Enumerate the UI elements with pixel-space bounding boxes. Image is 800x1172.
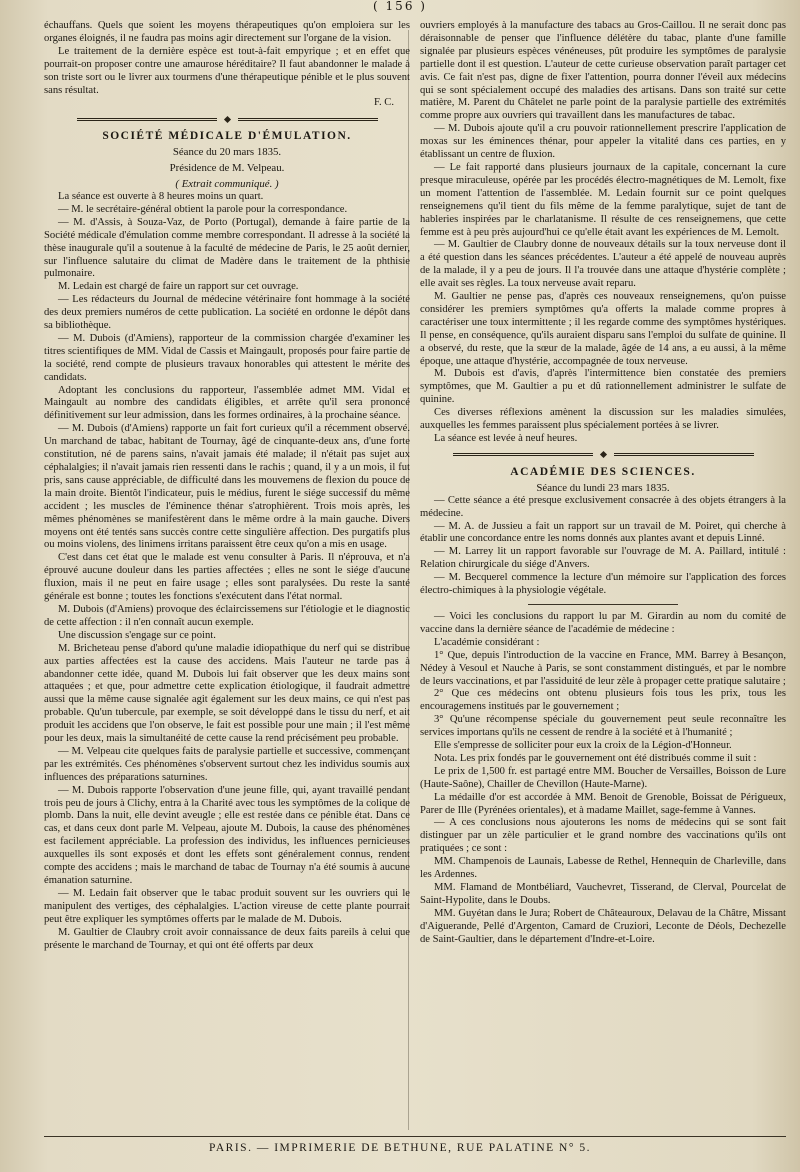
- minutes-paragraph: Ces diverses réflexions amènent la discussion sur les maladies simulées, auxquelles les femmes paraissent plus spécialement portées à se livrer.: [420, 407, 786, 432]
- minutes-paragraph: M. Dubois (d'Amiens) provoque des éclaircissemens sur l'étiologie et le diagnostic de cette affection : il n'en connaît aucun exemple.: [44, 603, 410, 628]
- vaccine-paragraph: MM. Champenois de Launais, Labesse de Rethel, Hennequin de Charleville, dans les Ardennes.: [420, 856, 786, 881]
- extract-note: ( Extrait communiqué. ): [175, 178, 279, 191]
- article-paragraph: échauffans. Quels que soient les moyens thérapeutiques qu'on emploiera sur les organes éloignés, il ne faudra pas moins agir directement sur l'organe de la vision.: [44, 20, 410, 44]
- vaccine-paragraph: L'académie considérant :: [434, 636, 540, 648]
- minutes-paragraph: — Le fait rapporté dans plusieurs journaux de la capitale, concernant la cure presque miraculeuse, opérée par les procédés électro-magnétiques de M. Lemolt, fixe un moment l'attention de l'assemblée. M. Ledain fournit sur ce point quelques renseignemens qu'il tient du fils même de la femme paralytique, sujet de tant de hableries inspirées par le charlatanisme. Il résulte de ces renseignemens, que cette femme est à peu près aujourd'hui ce qu'elle était avant les expériences de M. Lemolt.: [420, 161, 786, 238]
- short-rule: [528, 604, 678, 605]
- minutes-paragraph: — M. Dubois rapporte l'observation d'une jeune fille, qui, ayant travaillé pendant trois peu de jours à Clichy, entra à la Charité avec tous les symptômes de la colique de plomb. Dans la nuit, elle devint aveugle ; elle est restée dans ce pénible état. Dans ce cas, et dans ceux dont parle M. Velpeau, ajoute M. Dubois, la cause des phénomènes est facilement appréciable. La profession des individus, les influences pernicieuses auxquelles ils sont exposés et dont les effets sont généralement connus, rendent compte des accidens ; mais le marchand de tabac de Tournay n'a été soumis à aucune émanation saturnine.: [44, 784, 410, 886]
- left-column: [44, 20, 410, 1130]
- vaccine-paragraph: 3° Qu'une récompense spéciale du gouvernement peut seule reconnaître les services importans qu'ils ne cessent de rendre à la société et à l'humanité ;: [420, 714, 786, 739]
- section-divider: [44, 114, 410, 124]
- academy-paragraph: — M. Larrey lit un rapport favorable sur l'ouvrage de M. A. Paillard, intitulé : Relation chirurgicale du siége d'Anvers.: [420, 546, 786, 571]
- session-date: Séance du 20 mars 1835.: [172, 146, 282, 159]
- right-column: [420, 20, 786, 1130]
- minutes-paragraph: M. Ledain est chargé de faire un rapport sur cet ouvrage.: [58, 281, 299, 293]
- minutes-paragraph: Une discussion s'engage sur ce point.: [58, 629, 216, 641]
- minutes-paragraph: La séance est ouverte à 8 heures moins un quart.: [58, 190, 264, 202]
- vaccine-paragraph: MM. Guyétan dans le Jura; Robert de Châteauroux, Delavau de la Châtre, Missant d'Aiguerande, Pellé d'Argenton, Camard de Cruziori, Leconte de Déols, Dechezelle de Saint-Gaultier, dans le département d'Indre-et-Loire.: [420, 907, 786, 945]
- vaccine-paragraph: — Voici les conclusions du rapport lu par M. Girardin au nom du comité de vaccine dans la dernière séance de l'académie de médecine :: [420, 610, 786, 635]
- article-paragraph: Le traitement de la dernière espèce est tout-à-fait empyrique ; et en effet que pourrait-on proposer contre une amaurose héréditaire? Il faut abandonner le malade à son triste sort ou le livrer aux tourmens d'une thérapeutique pénible et le plus souvent sans résultat.: [44, 45, 410, 96]
- minutes-paragraph: — Les rédacteurs du Journal de médecine vétérinaire font hommage à la société des deux premiers numéros de cette publication. La société en ordonne le dépôt dans sa bibliothèque.: [44, 294, 410, 332]
- minutes-paragraph: M. Gaultier ne pense pas, d'après ces nouveaux renseignemens, qu'on puisse considérer les premiers symptômes qu'a offerts la malade comme propres à caractériser une toux intermittente ; il les regarde comme des symptômes hystériques. Il pense, en conséquence, qu'ils auraient disparu sans l'emploi du sulfate de quinine. Il a observé, du reste, que la sœur de la malade, âgée de 14 ans, a eu aussi, à la même époque, une attaque d'hystérie, accompagnée de toux nerveuse.: [420, 291, 786, 367]
- vaccine-paragraph: La médaille d'or est accordée à MM. Benoit de Grenoble, Boissat de Périgueux, Parer de Ille (Pyrénées orientales), et à madame Maillet, sage-femme à Vannes.: [420, 791, 786, 816]
- vaccine-paragraph: 1° Que, depuis l'introduction de la vaccine en France, MM. Barrey à Besançon, Nédey à Vesoul et Nauche à Paris, se sont constamment distingués, et par le nombre de leurs vaccinations, et par l'assiduité de leur zèle à propager cette pratique salutaire ;: [420, 649, 786, 687]
- minutes-paragraph: M. Dubois est d'avis, d'après l'intermittence bien constatée des premiers symptômes, que M. Gaultier a pu et dû rationnellement administrer le sulfate de quinine.: [420, 368, 786, 406]
- vaccine-paragraph: — A ces conclusions nous ajouterons les noms de médecins qui se sont fait distinguer par un zèle particulier et le grand nombre des vaccinations qu'ils ont pratiquées ; ce sont :: [420, 817, 786, 855]
- vaccine-paragraph: Le prix de 1,500 fr. est partagé entre MM. Boucher de Versailles, Boisson de Lure (Haute-Saône), Chailler de Chevillon (Haute-Marne).: [420, 765, 786, 790]
- vaccine-paragraph: 2° Que ces médecins ont obtenu plusieurs fois tous les prix, tous les encouragemens institués par le gouvernement ;: [420, 688, 786, 713]
- minutes-paragraph: M. Bricheteau pense d'abord qu'une maladie idiopathique du nerf qui se distribue aux parties affectées est la cause des accidens. Mais l'auteur ne tarde pas à abandonner cette idée, quand M. Dubois lui fait observer que les deux mains sont attaquées ; et que, pour admettre cette explication étiologique, il faudrait admettre aussi que la même cause signalée agit également sur les deux mains, ce qui n'est pas probable. Qu'un tubercule, par exemple, se soit développé dans le tissu du nerf, et ait produit les accidens que l'on observe, le fait est possible pour une main ; il l'est même pour les deux, mais la simultanéité de cette cause la rend précisément peu probable.: [44, 642, 410, 745]
- minutes-paragraph: — M. Ledain fait observer que le tabac produit souvent sur les ouvriers qui le manipulent des vertiges, des céphalalgies. L'action vireuse de cette plante pourrait peut être expliquer les symptômes offerts par le malade de M. Dubois.: [44, 887, 410, 925]
- page-number: ( 156 ): [373, 0, 427, 13]
- minutes-paragraph: Adoptant les conclusions du rapporteur, l'assemblée admet MM. Vidal et Maingault au nombre des candidats éligibles, et arrête qu'il sera prononcé définitivement sur leur admission, dans les formes ordinaires, à la prochaine séance.: [44, 384, 410, 422]
- session-date: Séance du lundi 23 mars 1835.: [536, 481, 670, 494]
- presidency-line: Présidence de M. Velpeau.: [169, 162, 285, 175]
- minutes-paragraph: — M. le secrétaire-général obtient la parole pour la correspondance.: [58, 203, 348, 215]
- author-signature: F. C.: [373, 97, 394, 109]
- printer-imprint: PARIS. — IMPRIMERIE DE BETHUNE, RUE PALATINE N° 5.: [209, 1142, 591, 1154]
- footer-rule: [44, 1136, 786, 1137]
- minutes-paragraph: La séance est levée à neuf heures.: [434, 433, 578, 444]
- minutes-paragraph: — M. Dubois (d'Amiens) rapporte un fait fort curieux qu'il a récemment observé. Un marchand de tabac, habitant de Tournay, âgé de cinquante-deux ans, d'une forte constitution, né de parens sains, n'avait jamais été malade; il n'était pas sujet aux céphalalgies; il n'avait jamais rien ressenti dans le rachis ; quand, il y a un mois, il fut pris, sans cause appréciable, de difficulté dans les mouvemens de flexion du pouce de la main droite. Bientôt l'indicateur, puis le médius, furent le siége successif du même accident ; les muscles de l'éminence thénar s'atrophièrent. Trois mois après, les mêmes phénomènes se manifestèrent dans le même ordre à la main gauche. Divers moyens ont été tentés sans succès contre cette singulière affection. Des purgatifs plus ou moins violens, des linimens irritans paraissent être ceux qu'on a mis en usage.: [44, 423, 410, 551]
- minutes-paragraph: — M. Dubois ajoute qu'il a cru pouvoir rationnellement prescrire l'application de moxas sur les éminences thénar, pour appeler la vitalité dans ces parties, en y établissant un centre de fluxion.: [420, 123, 786, 161]
- minutes-paragraph: — M. Velpeau cite quelques faits de paralysie partielle et successive, commençant par les extrémités. Ces phénomènes s'observent surtout chez les individus soumis aux influences des préparations saturnines.: [44, 745, 410, 783]
- minutes-paragraph: — M. d'Assis, à Souza-Vaz, de Porto (Portugal), demande à faire partie de la Société médicale d'émulation comme membre correspondant. Il adresse à la société la thèse inaugurale qu'il a soutenue à la faculté de médecine de Paris, le 25 août dernier, sur l'influence salutaire du climat de Madère dans le traitement de la phthisie pulmonaire.: [44, 216, 410, 280]
- vaccine-paragraph: Nota. Les prix fondés par le gouvernement ont été distribués comme il suit :: [434, 752, 757, 764]
- section-title: ACADÉMIE DES SCIENCES.: [510, 465, 696, 478]
- vaccine-paragraph: MM. Flamand de Montbéliard, Vauchevret, Tisserand, de Clerval, Pourcelat de Saint-Hypolite, dans le Doubs.: [420, 882, 786, 906]
- minutes-paragraph: — M. Dubois (d'Amiens), rapporteur de la commission chargée d'examiner les titres scientifiques de MM. Vidal de Cassis et Maingault, proposés pour faire partie de la société, rend compte de plusieurs travaux honorables qui attestent le mérite des candidats.: [44, 332, 410, 383]
- minutes-paragraph: ouvriers employés à la manufacture des tabacs au Gros-Caillou. Il ne serait donc pas déraisonnable de penser que l'influence délétère du tabac, plante d'une famille signalée par plusieurs espèces vénéneuses, pût produire les symptômes de paralysie partielle dont il est question. L'auteur de cette curieuse observation paraît partager cet avis. Ce fait n'est pas, digne de fixer l'attention, pourra donner l'éveil aux médecins qui se sont spécialement occupé des maladies des artisans. Dans son traité sur cette matière, M. Parent du Châtelet ne parle point de la paralysie partielle des extrémités comme propre aux ouvriers qui travaillent dans les manufactures de tabac.: [420, 20, 786, 122]
- academy-paragraph: — Cette séance a été presque exclusivement consacrée à des objets étrangers à la médecine.: [420, 494, 786, 519]
- minutes-paragraph: M. Gaultier de Claubry croit avoir connaissance de deux faits pareils à celui que présente le marchand de Tournay, et qui ont été offerts par deux: [44, 926, 410, 951]
- minutes-paragraph: C'est dans cet état que le malade est venu consulter à Paris. Il n'éprouva, et n'a éprouvé aucune douleur dans les parties affectées ; elles ne sont le siége d'aucune fluxion, mais il ne peut en faire usage ; elles sont paralysées. Du reste la santé générale est bonne ; toutes les fonctions s'exécutent dans l'état normal.: [44, 552, 410, 603]
- academy-paragraph: — M. A. de Jussieu a fait un rapport sur un travail de M. Poiret, qui cherche à établir une concordance entre les noms donnés aux plantes avant et depuis Linné.: [420, 520, 786, 545]
- section-title: SOCIÉTÉ MÉDICALE D'ÉMULATION.: [102, 130, 352, 143]
- academy-paragraph: — M. Becquerel commence la lecture d'un mémoire sur l'application des forces électro-chimiques à la physiologie végétale.: [420, 572, 786, 597]
- section-divider: [420, 450, 786, 460]
- vaccine-paragraph: Elle s'empresse de solliciter pour eux la croix de la Légion-d'Honneur.: [434, 740, 732, 752]
- minutes-paragraph: — M. Gaultier de Claubry donne de nouveaux détails sur la toux nerveuse dont il a été question dans les séances précédentes. L'auteur a été appelé de nouveau auprès de la malade, il y a peu de jours. Il l'a trouvée dans une attaque d'hystérie complète ; elle avait ses règles. La toux nerveuse avait reparu.: [420, 239, 786, 290]
